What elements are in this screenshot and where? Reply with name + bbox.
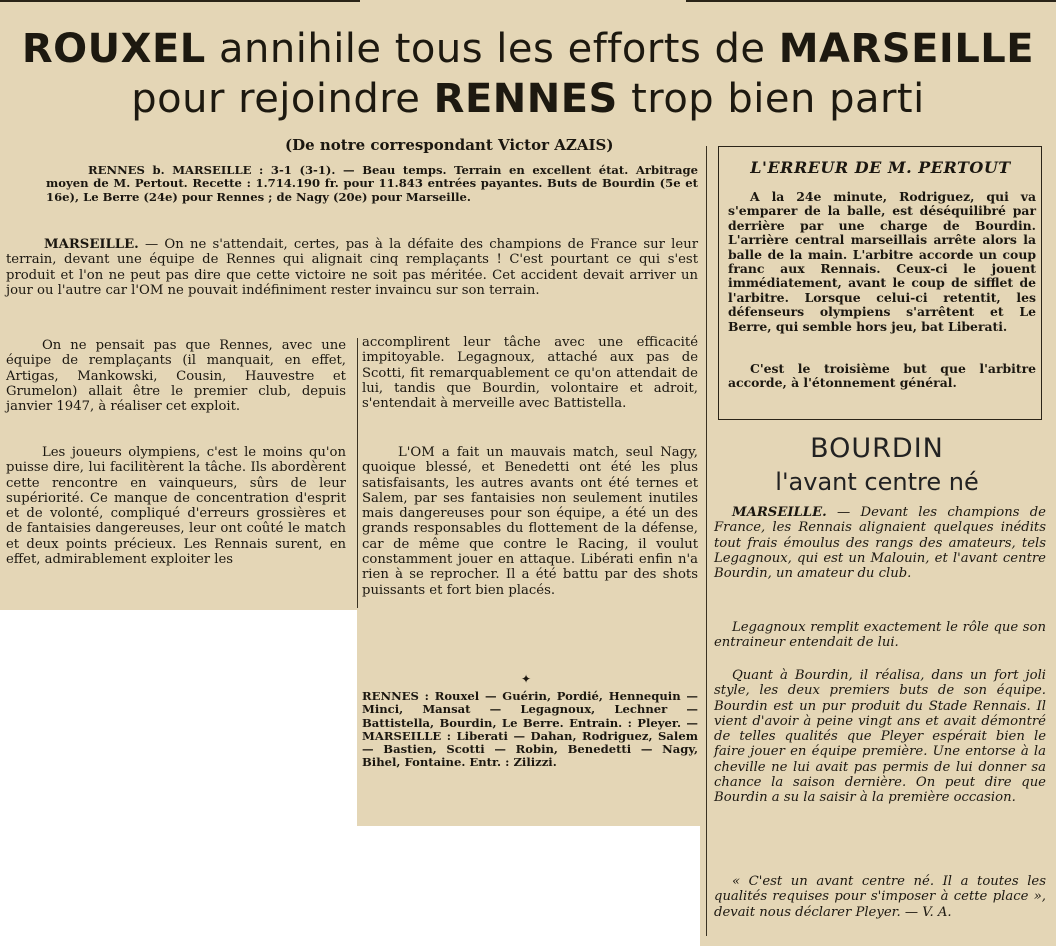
byline: (De notre correspondant Victor AZAIS): [285, 136, 614, 154]
sidebar-paragraph-1: MARSEILLE. — Devant les champions de France, les Rennais alignaient quelques inédits tout frais émoulus des rangs des amateurs, tels Legagnoux, qui est un Malouin, et l'avant centre Bourdin, un amateur du club.: [714, 505, 1046, 582]
column-separator: [357, 338, 358, 608]
match-summary: RENNES b. MARSEILLE : 3-1 (3-1). — Beau temps. Terrain en excellent état. Arbitrage moyen de M. Pertout. Recette : 1.714.190 fr. pour 11.843 entrées payantes. Buts de Bourdin (5e et 16e), Le Berre (24e) pour Rennes ; de Nagy (20e) pour Marseille.: [46, 163, 698, 204]
headline-line-2: pour rejoindre RENNES trop bien parti: [131, 76, 925, 122]
intro-paragraph: MARSEILLE. — On ne s'attendait, certes, pas à la défaite des champions de France sur leur terrain, devant une équipe de Rennes qui alignait cinq remplaçants ! C'est pourtant ce qui s'est produit et l'on ne peut pas dire que cette victoire ne soit pas méritée. Cet accident devait arriver un jour ou l'autre car l'OM ne pouvait indéfiniment rester invaincu sur son terrain.: [6, 237, 698, 298]
col1-paragraph-1: On ne pensait pas que Rennes, avec une équipe de remplaçants (il manquait, en effet, Artigas, Mankowski, Cousin, Hauvestre et Grumelon) allait être le premier club, depuis janvier 1947, à réaliser cet exploit.: [6, 338, 346, 415]
sidebar-paragraph-3: Quant à Bourdin, il réalisa, dans un fort joli style, les deux premiers buts de son équipe. Bourdin est un pur produit du Stade Rennais. Il vient d'avoir à peine vingt ans et avait démontré de telles qualités que Pleyer espérait bien le faire jouer en équipe première. Une entorse à la cheville ne lui avait pas permis de lui donner sa chance la saison dernière. On peut dire que Bourdin a su la saisir à la première occasion.: [714, 668, 1046, 806]
top-rule-right: [686, 0, 1056, 2]
col2-paragraph-1: accomplirent leur tâche avec une efficacité impitoyable. Legagnoux, attaché aux pas de Scotti, fit remarquablement ce qu'on attendait de lui, tandis que Bourdin, volontaire et adroit, s'entendait à merveille avec Battistella.: [362, 335, 698, 412]
sidebar-paragraph-2: Legagnoux remplit exactement le rôle que son entraineur entendait de lui.: [714, 620, 1046, 651]
col2-paragraph-2: L'OM a fait un mauvais match, seul Nagy, quoique blessé, et Benedetti ont été les plus satisfaisants, les autres avants ont été ternes et Salem, par ses fantaisies non seulement inutiles mais dangereuses pour son équipe, a été un des grands responsables du flottement de la défense, car de même que contre le Racing, il voulut constamment jouer en attaque. Libérati enfin n'a rien à se reprocher. Il a été battu par des shots puissants et fort bien placés.: [362, 445, 698, 598]
team-lineups: RENNES : Rouxel — Guérin, Pordié, Hennequin — Minci, Mansat — Legagnoux, Lechner — Battistella, Bourdin, Le Berre. Entrain. : Pleyer. — MARSEILLE : Liberati — Dahan, Rodriguez, Salem — Bastien, Scotti — Robin, Benedetti — Nagy, Bihel, Fontaine. Entr. : Zilizzi.: [362, 689, 698, 770]
sidebar-paragraph-4: « C'est un avant centre né. Il a toutes les qualités requises pour s'imposer à cette place », devait nous déclarer Pleyer. — V. A.: [714, 874, 1046, 920]
box-paragraph-2: C'est le troisième but que l'arbitre accorde, à l'étonnement général.: [728, 361, 1036, 391]
separator-ornament-icon: ✦: [521, 672, 532, 686]
sidebar-subtitle: l'avant centre né: [775, 468, 979, 496]
top-rule-left: [0, 0, 360, 2]
box-title: L'ERREUR DE M. PERTOUT: [750, 158, 1011, 177]
headline-line-1: ROUXEL annihile tous les efforts de MARSEILLE: [21, 26, 1035, 72]
col1-paragraph-2: Les joueurs olympiens, c'est le moins qu'on puisse dire, lui facilitèrent la tâche. Ils abordèrent cette rencontre en vainqueurs, sûrs de leur supériorité. Ce manque de concentration d'esprit et de volonté, compliqué d'erreurs grossières et de fantaisies dangereuses, leur ont coûté le match et deux points précieux. Les Rennais surent, en effet, admirablement exploiter les: [6, 445, 346, 568]
sidebar-title: BOURDIN: [810, 433, 944, 464]
box-paragraph-1: A la 24e minute, Rodriguez, qui va s'emparer de la balle, est déséquilibré par derrière par une charge de Bourdin. L'arrière central marseillais arrête alors la balle de la main. L'arbitre accorde un coup franc aux Rennais. Ceux-ci le jouent immédiatement, avant le coup de sifflet de l'arbitre. Lorsque celui-ci retentit, les défenseurs olympiens s'arrêtent et Le Berre, qui semble hors jeu, bat Liberati.: [728, 189, 1036, 334]
right-column-rule: [706, 146, 707, 936]
